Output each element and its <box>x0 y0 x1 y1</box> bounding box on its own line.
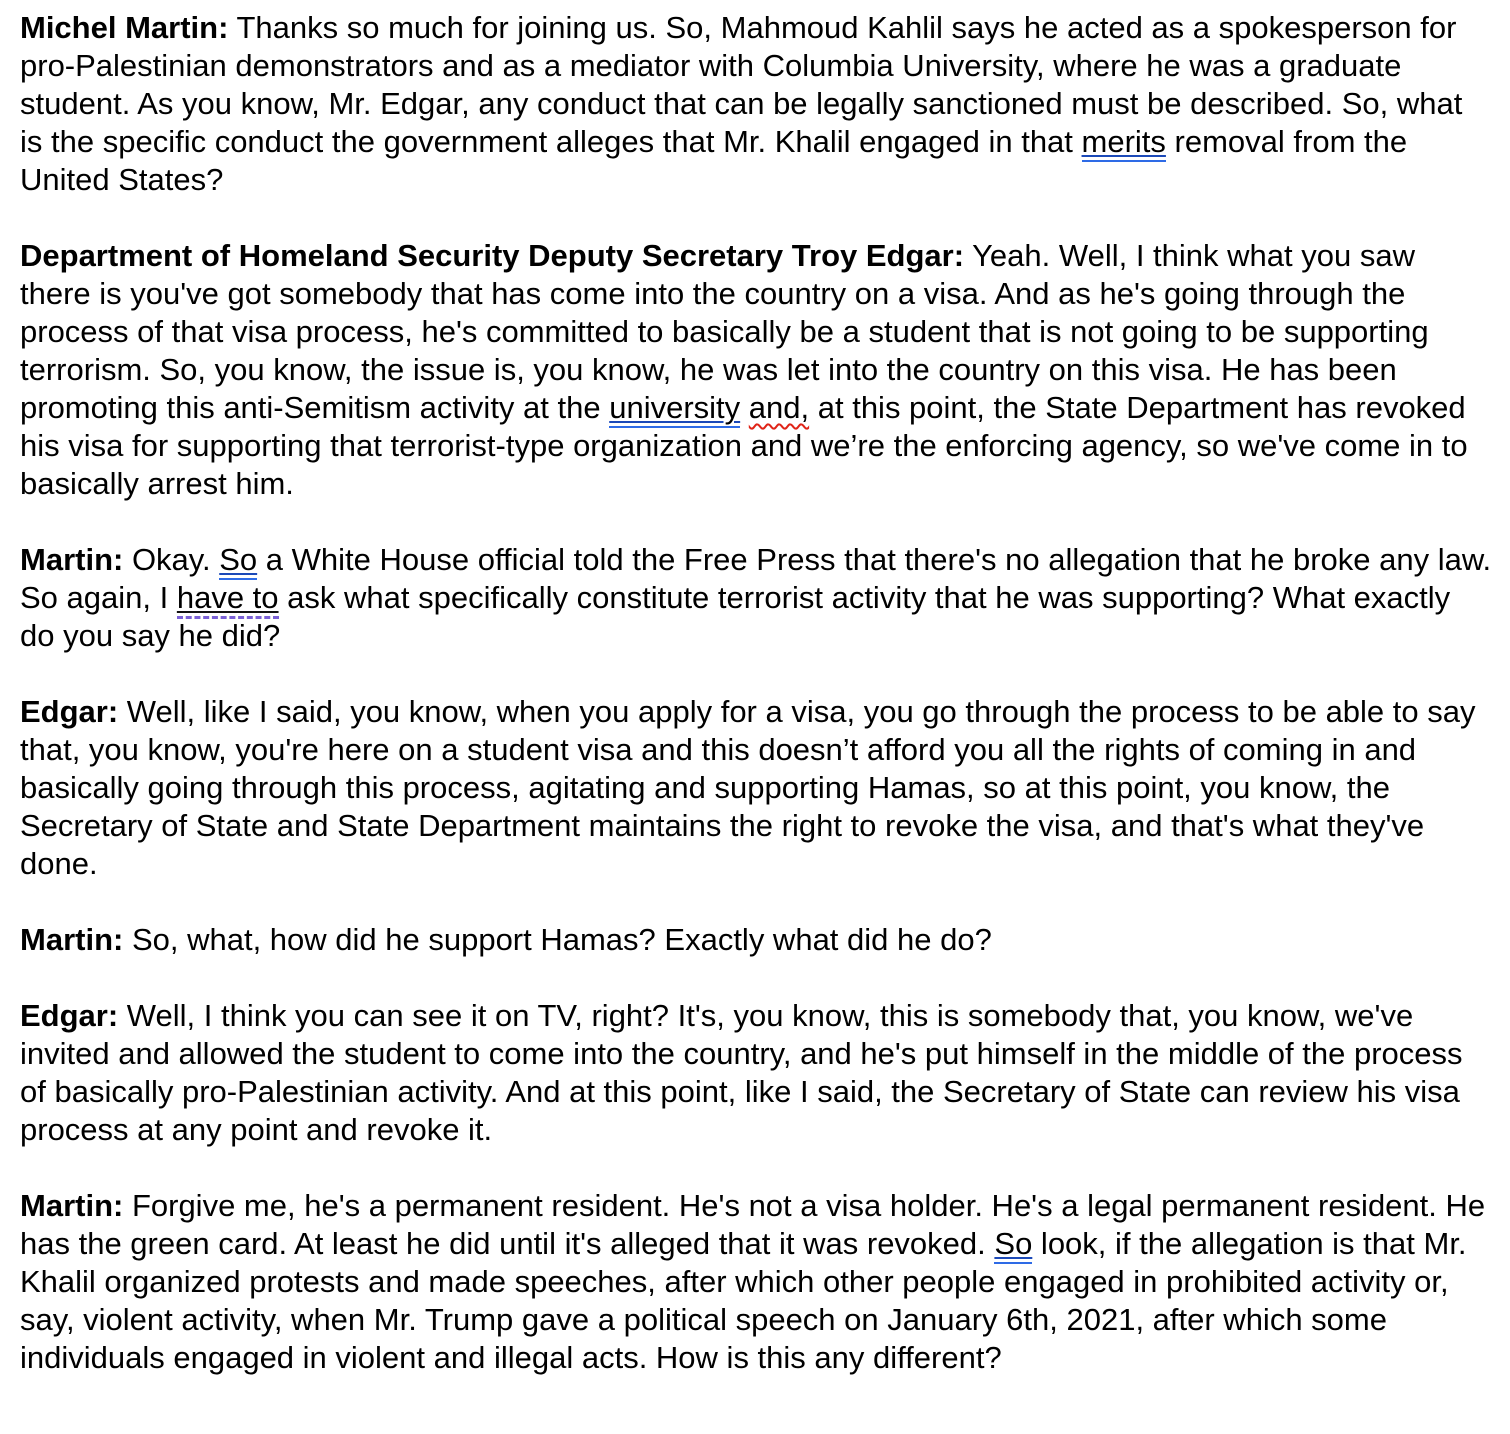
grammar-suggestion-text[interactable]: So <box>219 542 257 580</box>
paragraph-martin-2 <box>20 541 1492 655</box>
paragraph-martin-3 <box>20 921 1492 959</box>
paragraph-edgar-2 <box>20 693 1492 883</box>
speaker-label: Department of Homeland Security Deputy Secretary Troy Edgar: <box>20 238 965 273</box>
text-segment <box>740 390 749 425</box>
text-segment: a White House official told the Free Press that there's no allegation that he broke any law. So again, I <box>20 542 1492 615</box>
text-segment: ask what specifically constitute terrorist activity that he was supporting? What exactly do you say he did? <box>20 580 1451 653</box>
text-segment: Thanks so much for joining us. So, Mahmoud Kahlil says he acted as a spokesperson for pro-Palestinian demonstrators and as a mediator with Columbia University, where he was a graduate student. As you know, Mr. Edgar, any conduct that can be legally sanctioned must be described. So, what is the specific conduct the government alleges that Mr. Khalil engaged in that <box>20 10 1463 159</box>
speaker-label: Edgar: <box>20 998 119 1033</box>
text-segment: Yeah. Well, I think what you saw there is you've got somebody that has come into the country on a visa. And as he's going through the process of that visa process, he's committed to basically be a student that is not going to be supporting terrorism. So, you know, the issue is, you know, he was let into the country on this visa. He has been promoting this anti-Semitism activity at the <box>20 238 1429 425</box>
paragraph-michel-martin <box>20 9 1492 199</box>
tone-suggestion-text[interactable]: have to <box>177 580 279 619</box>
text-segment: Well, I think you can see it on TV, right? It's, you know, this is somebody that, you know, we've invited and allowed the student to come into the country, and he's put himself in the middle of the process of basically pro-Palestinian activity. And at this point, like I said, the Secretary of State can review his visa process at any point and revoke it. <box>20 998 1463 1147</box>
text-segment: Forgive me, he's a permanent resident. He's not a visa holder. He's a legal permanent resident. He has the green card. At least he did until it's alleged that it was revoked. <box>20 1188 1486 1261</box>
speaker-label: Edgar: <box>20 694 119 729</box>
paragraph-martin-4 <box>20 1187 1492 1377</box>
paragraph-edgar-3 <box>20 997 1492 1149</box>
text-segment: Okay. <box>123 542 220 577</box>
text-segment: look, if the allegation is that Mr. Khalil organized protests and made speeches, after which other people engaged in prohibited activity or, say, violent activity, when Mr. Trump gave a political speech on January 6th, 2021, after which some individuals engaged in violent and illegal acts. How is this any different? <box>20 1226 1467 1375</box>
speaker-label: Martin: <box>20 542 124 577</box>
text-segment: at this point, the State Department has revoked his visa for supporting that terrorist-type organization and we’re the enforcing agency, so we've come in to basically arrest him. <box>20 390 1468 501</box>
spellcheck-flagged-text[interactable]: and, <box>748 390 810 425</box>
speaker-label: Martin: <box>20 922 124 957</box>
paragraph-troy-edgar-1 <box>20 237 1492 503</box>
text-segment: So, what, how did he support Hamas? Exactly what did he do? <box>123 922 992 957</box>
speaker-label: Martin: <box>20 1188 124 1223</box>
grammar-suggestion-text[interactable]: university <box>609 390 740 428</box>
grammar-suggestion-text[interactable]: So <box>994 1226 1032 1264</box>
grammar-suggestion-text[interactable]: merits <box>1082 124 1166 162</box>
speaker-label: Michel Martin: <box>20 10 229 45</box>
text-segment: removal from the United States? <box>20 124 1408 197</box>
text-segment: Well, like I said, you know, when you apply for a visa, you go through the process to be able to say that, you know, you're here on a student visa and this doesn’t afford you all the rights of coming in and basically going through this process, agitating and supporting Hamas, so at this point, you know, the Secretary of State and State Department maintains the right to revoke the visa, and that's what they've done. <box>20 694 1476 881</box>
